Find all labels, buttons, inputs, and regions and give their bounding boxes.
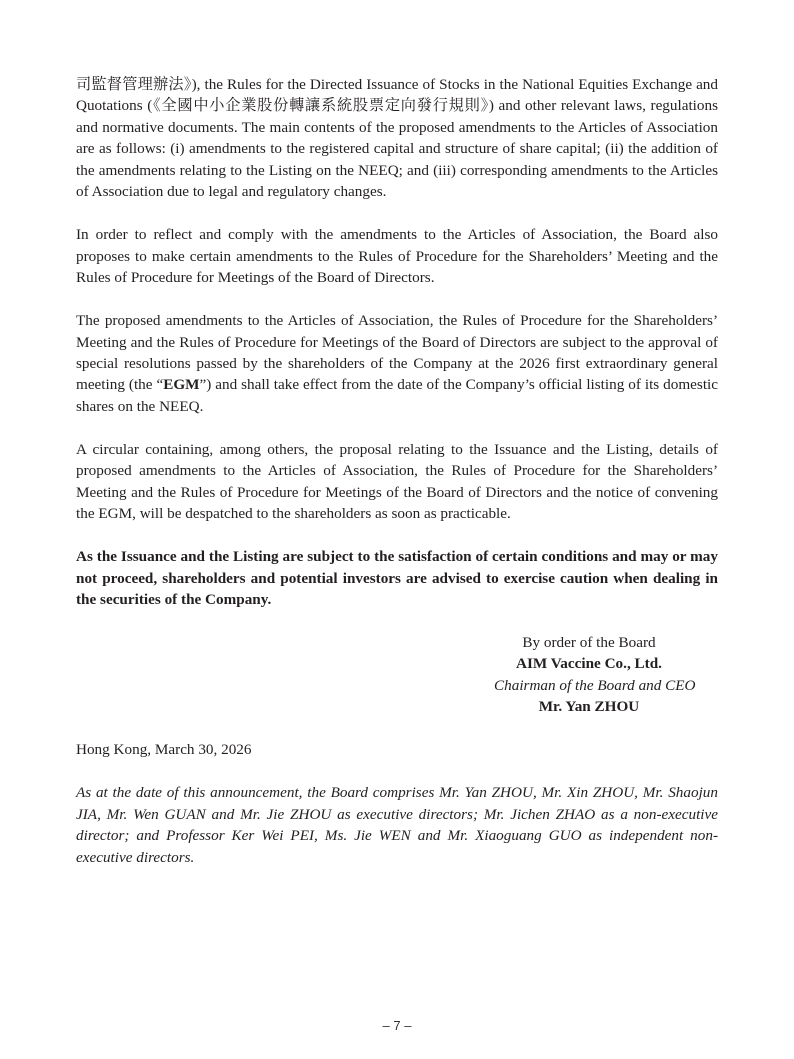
egm-defined-term: EGM (163, 376, 200, 394)
paragraph-spacer (76, 761, 718, 783)
signature-company: AIM Vaccine Co., Ltd. (516, 655, 662, 673)
paragraph-spacer (76, 203, 718, 225)
document-page (76, 74, 718, 868)
paragraph-spacer (76, 417, 718, 439)
paragraph-articles-amendments: 司監督管理辦法》), the Rules for the Directed Issuance of Stocks in the National Equities Exchange and Quotations (《全國中小企業股份轉讓系統股票定向發行規則》) and other relevant laws, regulations and normative documents. The main contents of the proposed amendments to the Articles of Association are as follows: (i) amendments to the registered capital and structure of share capital; (ii) the addition of the amendments relating to the Listing on the NEEQ; and (iii) corresponding amendments to the Articles of Association due to legal and regulatory changes. (76, 76, 718, 201)
place-and-date: Hong Kong, March 30, 2026 (76, 741, 252, 759)
egm-text-after: ”) and shall take effect from the date of the Company’s official listing of its domestic shares on the NEEQ. (76, 376, 719, 415)
page-number: – 7 – (382, 1018, 412, 1033)
egm-text-before: The proposed amendments to the Articles of Association, the Rules of Procedure for the Shareholders’ Meeting and the Rules of Procedure for Meetings of the Board of Directors are subject to the approval of special resolutions passed by the shareholders of the Company at the 2026 first extraordinary general meeting (the “ (76, 312, 718, 394)
caution-warning: As the Issuance and the Listing are subject to the satisfaction of certain conditions and may or may not proceed, shareholders and potential investors are advised to exercise caution when dealing in the securities of the Company. (76, 548, 718, 609)
paragraph-circular: A circular containing, among others, the proposal relating to the Issuance and the Listing, details of proposed amendments to the Articles of Association, the Rules of Procedure for the Shareholders’ Meeting and the Rules of Procedure for Meetings of the Board of Directors and the notice of convening the EGM, will be despatched to the shareholders as soon as practicable. (76, 440, 718, 523)
signature-title: Chairman of the Board and CEO (494, 676, 696, 694)
signature-block (494, 632, 696, 718)
board-composition: As at the date of this announcement, the Board comprises Mr. Yan ZHOU, Mr. Xin ZHOU, Mr. Shaojun JIA, Mr. Wen GUAN and Mr. Jie ZHOU as executive directors; Mr. Jichen ZHAO as a non-executive director; and Professor Ker Wei PEI, Ms. Jie WEN and Mr. Xiaoguang GUO as independent non-executive directors. (76, 784, 718, 866)
paragraph-spacer (76, 611, 718, 633)
paragraph-spacer (76, 525, 718, 547)
signature-name: Mr. Yan ZHOU (538, 698, 640, 716)
paragraph-rules-of-procedure: In order to reflect and comply with the amendments to the Articles of Association, the Board also proposes to make certain amendments to the Rules of Procedure for the Shareholders’ Meeting and the Rules of Procedure for Meetings of the Board of Directors. (76, 226, 718, 287)
paragraph-special-resolutions (76, 310, 718, 417)
paragraph-spacer (76, 718, 718, 740)
signature-by-order: By order of the Board (522, 634, 656, 652)
paragraph-spacer (76, 289, 718, 311)
